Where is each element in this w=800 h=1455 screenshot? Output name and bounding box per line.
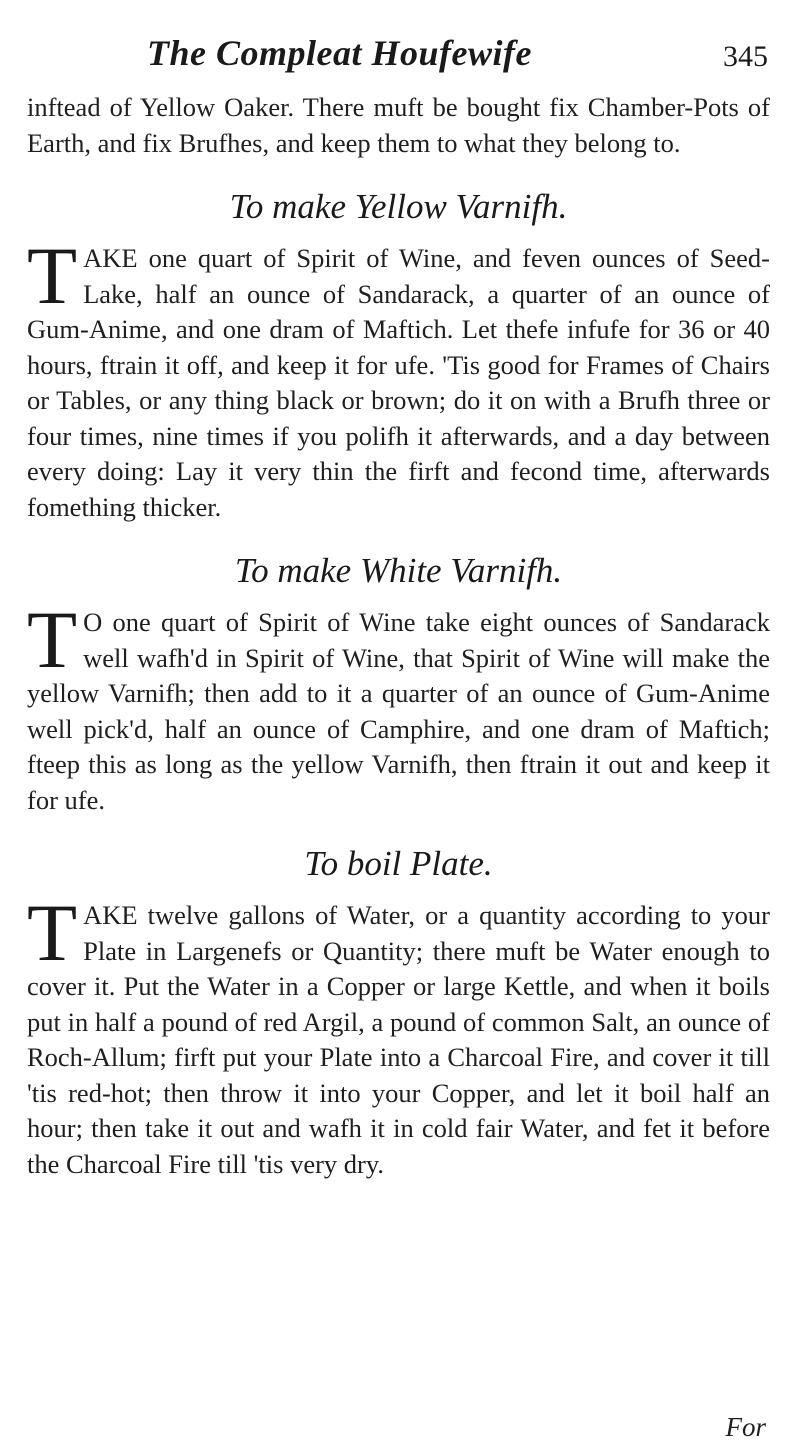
section-paragraph bbox=[27, 594, 770, 818]
running-head bbox=[27, 28, 770, 90]
section-title: To make Yellow Varnifh. bbox=[229, 187, 568, 226]
running-title: The Compleat Houfewife bbox=[147, 33, 532, 73]
section-boil-plate bbox=[27, 844, 770, 1182]
section-text: AKE one quart of Spirit of Wine, and feven ounces of Seed-Lake, half an ounce of Sandarack, a quarter of an ounce of Gum-Anime, and one dram of Maftich. Let thefe infufe for 36 or 40 hours, ftrain it off, and keep it for ufe. 'Tis good for Frames of Chairs or Tables, or any thing black or brown; do it on with a Brufh three or four times, nine times if you polifh it afterwards, and a day between every doing: Lay it very thin the firft and fecond time, afterwards fomething thicker. bbox=[27, 243, 770, 522]
section-title: To boil Plate. bbox=[304, 844, 493, 883]
section-text: AKE twelve gallons of Water, or a quantity according to your Plate in Largenefs or Quantity; there muft be Water enough to cover it. Put the Water in a Copper or large Kettle, and when it boils put in half a pound of red Argil, a pound of common Salt, an ounce of Roch-Allum; firft put your Plate into a Charcoal Fire, and cover it till 'tis red-hot; then throw it into your Copper, and let it boil half an hour; then take it out and wafh it in cold fair Water, and fet it before the Charcoal Fire till 'tis very dry. bbox=[27, 900, 770, 1179]
drop-cap: T bbox=[27, 887, 78, 978]
section-text: O one quart of Spirit of Wine take eight ounces of Sandarack well wafh'd in Spirit of Wine, that Spirit of Wine will make the yellow Varnifh; then add to it a quarter of an ounce of Gum-Anime well pick'd, half an ounce of Camphire, and one dram of Maftich; fteep this as long as the yellow Varnifh, then ftrain it out and keep it for ufe. bbox=[27, 607, 770, 815]
drop-cap: T bbox=[27, 230, 78, 321]
section-title: To make White Varnifh. bbox=[234, 551, 563, 590]
drop-cap: T bbox=[27, 594, 78, 685]
intro-paragraph: inftead of Yellow Oaker. There muft be bought fix Chamber-Pots of Earth, and fix Brufhes, and keep them to what they belong to. bbox=[27, 92, 770, 158]
catchword: For bbox=[725, 1412, 766, 1442]
section-paragraph bbox=[27, 230, 770, 525]
section-paragraph bbox=[27, 887, 770, 1182]
page-number: 345 bbox=[723, 40, 768, 73]
section-white-varnish bbox=[27, 551, 770, 818]
section-yellow-varnish bbox=[27, 187, 770, 525]
